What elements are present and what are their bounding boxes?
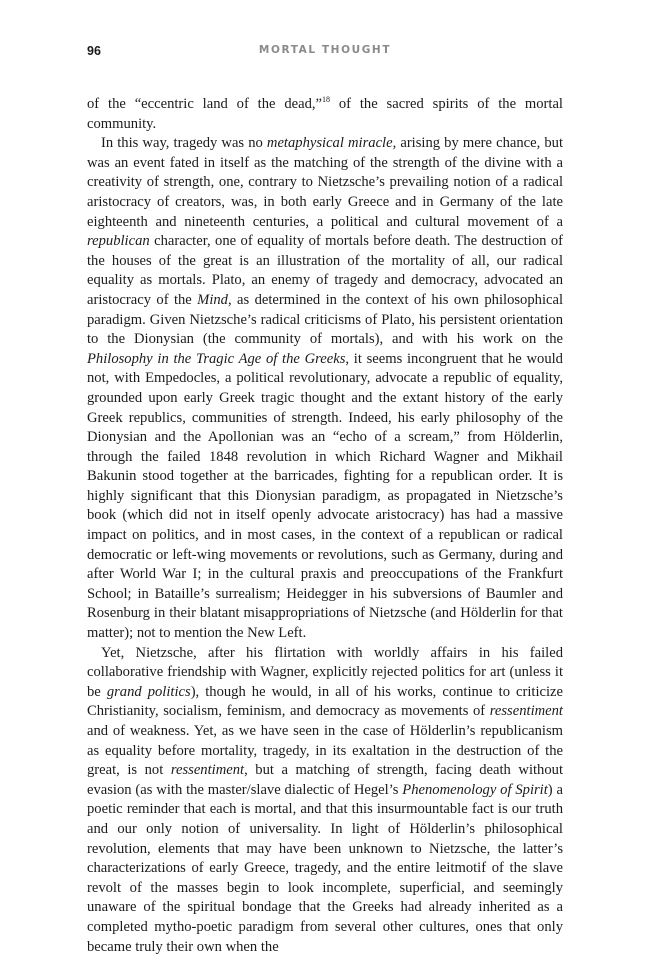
italic-text: ressentiment [170, 762, 245, 779]
text-run: of the sacred spirits of the mortal community. [87, 96, 563, 132]
footnote-ref: 18 [322, 95, 331, 104]
text-run: , arising by mere chance, but was an event fated in itself as the matching of the strength of the divine with a creativity of strength, one, contrary to Nietzsche’s prevailing notion of a radical aristocracy of creators, was, in both early Greece and in Germany of the late eighteenth and nineteenth centuries, a political and cultural movement of a [87, 135, 564, 230]
italic-text: metaphysical miracle [266, 135, 393, 152]
paragraph [87, 95, 563, 134]
text-run: , but a matching of strength, facing death without evasion (as with the master/slave dialectic of Hegel’s [87, 762, 563, 798]
text-run: character, one of equality of mortals before death. The destruction of the houses of the great is an illustration of the mortality of all, our radical equality as mortals. Plato, an enemy of tragedy and democracy, advocated an aristocracy of the [87, 233, 563, 308]
page-header [87, 44, 563, 64]
text-run: , it seems incongruent that he would not, with Empedocles, a political revolutionary, advocate a republic of equality, grounded upon early Greek tragic thought and the extant history of the early Greek republics, communities of strength. Indeed, his early philosophy of the Dionysian and the Apollonian was an “echo of a scream,” from Hölderlin, through the failed 1848 revolution in which Richard Wagner and Mikhail Bakunin stood together at the barricades, fighting for a republican order. It is highly significant that this Dionysian paradigm, as propagated in Nietzsche’s book (which did not in itself openly advocate aristocracy) has had a massive impact on politics, and in most cases, in the context of a republican or radical democratic or left-wing movements or revolutions, such as Germany, during and after World War I; in the cultural praxis and preoccupations of the Frankfurt School; in Bataille’s surrealism; Heidegger in his subversions of Baumler and Rosenburg in their blatant misappropriations of Nietzsche (and Hölderlin for that matter); not to mention the New Left. [87, 350, 563, 642]
italic-text: ressentiment [489, 703, 563, 720]
italic-text: Philosophy in the Tragic Age of the Greeks [87, 350, 346, 367]
text-run: Yet, Nietzsche, after his flirtation with worldly affairs in his failed collaborative friendship with Wagner, explicitly rejected politics for art (unless it be [87, 644, 563, 700]
text-run: ) a poetic reminder that each is mortal, and that this insurmountable fact is our truth and our only notion of universality. In light of Hölderlin’s philosophical revolution, elements that may have been unknown to Nietzsche, the latter’s characterizations of early Greece, tragedy, and the entire leitmotif of the slave revolt of the masses begin to look incomplete, superficial, and seemingly unaware of the spiritual bondage that the Greeks had already inherited as a completed mytho-poetic paradigm from several other cultures, ones that only became truly their own when the [87, 781, 563, 955]
page-number: 96 [87, 44, 101, 58]
italic-text: Mind [197, 291, 228, 308]
italic-text: grand politics [106, 683, 191, 700]
italic-text: republican [87, 233, 150, 250]
text-run: , as determined in the context of his own philosophical paradigm. Given Nietzsche’s radical criticisms of Plato, his persistent orientation to the Dionysian (the community of mortals), and with his work on the [87, 291, 564, 348]
text-run: and of weakness. Yet, as we have seen in the case of Hölderlin’s republicanism as equality before mortality, tragedy, in its exaltation in the destruction of the great, is not [87, 723, 563, 779]
running-title: MORTAL THOUGHT [258, 44, 392, 56]
paragraph [87, 134, 563, 643]
paragraph [87, 644, 563, 958]
italic-text: Phenomenology of Spirit [402, 781, 548, 798]
body-text [87, 95, 563, 957]
text-run: of the “eccentric land of the dead,” [87, 96, 323, 112]
text-run: In this way, tragedy was no [101, 135, 267, 152]
text-run: ), though he would, in all of his works, continue to criticize Christianity, socialism, feminism, and democracy as movements of [87, 683, 564, 720]
